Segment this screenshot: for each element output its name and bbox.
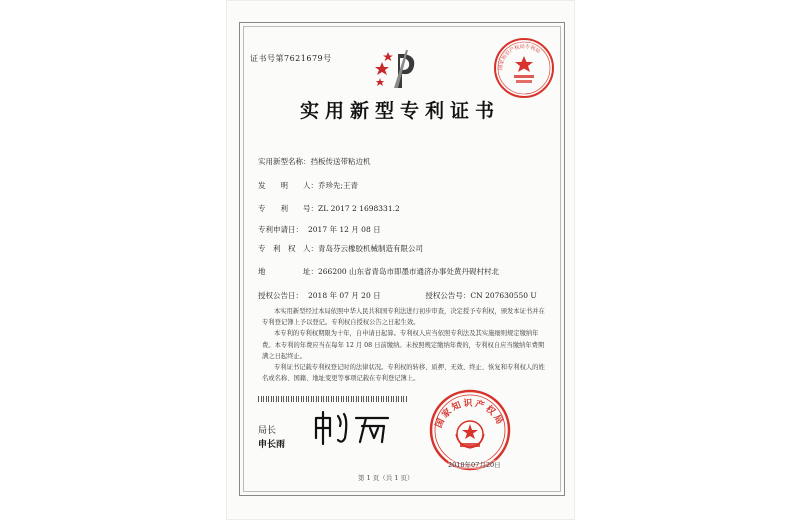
seal-date: 2018年07月20日 xyxy=(448,461,501,469)
field-label: 实用新型名称： xyxy=(258,157,311,166)
field-label: 专利申请日： xyxy=(258,225,303,234)
field-label: 授权公告日： xyxy=(258,291,303,300)
director-name-printed: 申长雨 xyxy=(258,440,286,450)
field-value: ZL 2017 2 1698331.2 xyxy=(318,204,400,213)
body-paragraph: 本实用新型经过本局依照中华人民共和国专利法进行初步审查，决定授予专利权，颁发本证书并在专利登记簿上予以登记。专利权自授权公告之日起生效。 xyxy=(262,308,545,327)
patent-office-logo xyxy=(374,48,428,90)
field-row-patentee xyxy=(258,243,423,254)
bottom-seal-text: 国家知识产权局 xyxy=(434,398,506,430)
field-label: 授权公告号： xyxy=(425,291,471,300)
field-row-grant xyxy=(258,290,537,301)
page-number: 第 1 页（共 1 页） xyxy=(358,474,414,482)
body-paragraph: 专利证书记载专利权登记时的法律状况。专利权的转移、质押、无效、终止、恢复和专利权人的姓名或名称、国籍、地址变更等事项记载在专利登记簿上。 xyxy=(262,364,545,383)
field-value: 2017 年 12 月 08 日 xyxy=(308,225,381,234)
body-paragraph: 本专利的专利权期限为十年，自申请日起算。专利权人应当依照专利法及其实施细则规定缴纳年费。本专利的年费应当在每年 12 月 08 日前缴纳。未按照规定缴纳年费的，专利权自应当缴纳年费期满之日起终止。 xyxy=(262,330,545,360)
field-row-address xyxy=(258,266,499,277)
top-seal-text: 国家知识产权局专利局 xyxy=(497,43,541,71)
field-value: 乔珍先;王青 xyxy=(318,181,359,190)
director-signature xyxy=(312,408,392,448)
certificate-number: 证书号第7621679号 xyxy=(250,54,332,63)
field-value: 挡板传送带粘边机 xyxy=(310,157,371,166)
barcode xyxy=(258,396,408,402)
field-row-patent-number xyxy=(258,203,400,214)
field-row-inventor xyxy=(258,180,358,191)
field-label: 发 明 人： xyxy=(258,181,318,190)
field-label: 专 利 权 人： xyxy=(258,244,318,253)
field-label: 专 利 号： xyxy=(258,204,318,213)
field-label: 地 址： xyxy=(258,267,318,276)
publication-number: CN 207630550 U xyxy=(470,291,537,300)
grant-date: 2018 年 07 月 20 日 xyxy=(308,291,381,300)
field-row-name xyxy=(258,156,371,167)
director-title: 局长 xyxy=(258,426,277,436)
field-value: 青岛芬云橡胶机械制造有限公司 xyxy=(318,244,423,253)
field-row-application-date xyxy=(258,224,381,235)
top-seal-stamp xyxy=(492,36,556,100)
field-value: 266200 山东省青岛市即墨市通济办事处黄丹砚村村北 xyxy=(318,267,500,276)
certificate-title: 实用新型专利证书 xyxy=(299,100,500,122)
certificate-body xyxy=(262,306,547,384)
